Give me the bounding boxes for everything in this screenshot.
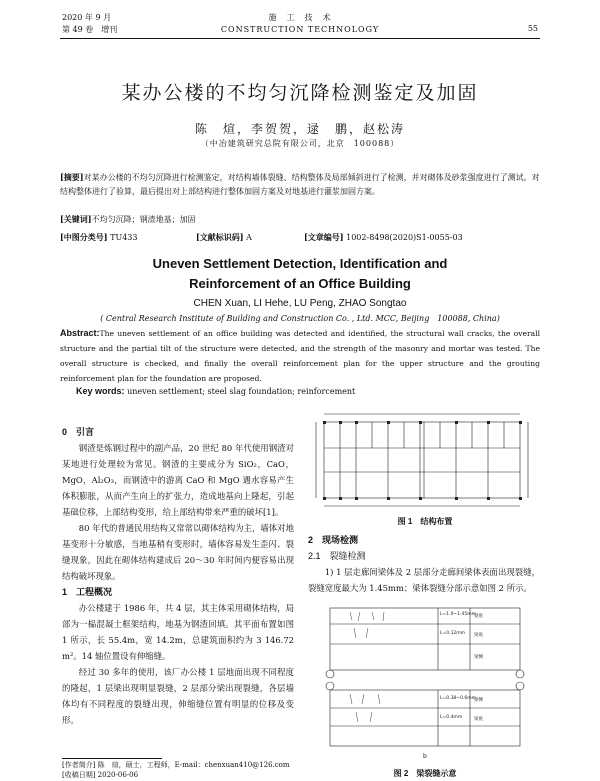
title-en-line2: Reinforcement of an Office Building	[189, 276, 411, 291]
journal-en: CONSTRUCTION TECHNOLOGY	[220, 25, 380, 34]
fig2-label-a2b: 梁底	[474, 633, 483, 638]
title-en	[0, 254, 600, 294]
fig2-label-a3: 梁侧	[474, 655, 483, 660]
section-2-title: 2 现场检测	[308, 535, 359, 545]
title-cn: 某办公楼的不均匀沉降检测鉴定及加固	[121, 82, 479, 104]
section-1-para-2: 经过 30 多年的使用，该厂办公楼 1 层地面出现不同程度的隆起，1 层梁出现明显裂缝，2 层部分梁出现裂缝，各层墙体均有不同程度的裂缝出现，伸缩缝位置有明显的位移及变形。	[62, 667, 294, 725]
fig2-label-a1: L=1.0~1.45mm	[440, 612, 476, 617]
section-1-para-1: 办公楼建于 1986 年，共 4 层，其主体采用砌体结构，局部为一榀混凝土框架结构，地基为钢渣回填。其平面布置如图 1 所示，长 55.4m，宽 14.2m，总建筑面积约为 3 146.72 m²。14 轴位置设有伸缩缝。	[62, 603, 294, 661]
figure-1-caption: 图 1 结构布置	[397, 517, 453, 526]
keywords-cn	[60, 214, 196, 225]
keywords-en-text: uneven settlement; steel slag foundation; reinforcement	[127, 387, 356, 396]
authors-en: CHEN Xuan, LI Hehe, LU Peng, ZHAO Songtao	[193, 298, 407, 309]
section-0-para-2: 80 年代的普通民用结构又常常以砌体结构为主，墙体对地基变形十分敏感，当地基稍有变形时，墙体容易发生歪闪、裂缝现象，因此在砌体结构建成后 20～30 年时间内便容易出现结构破坏现象。	[62, 523, 294, 581]
keywords-en-label: Key words:	[76, 386, 125, 396]
left-column	[62, 424, 294, 728]
affiliation-en: ( Central Research Institute of Building and Construction Co. , Ltd. MCC, Beijing 100088, China)	[100, 314, 500, 323]
title-en-line1: Uneven Settlement Detection, Identification and	[152, 256, 448, 271]
header-volume: 第 49 卷 增刊	[62, 25, 118, 34]
fig2-sub-b: b	[423, 753, 427, 760]
abstract-cn-label: [摘要]	[60, 172, 84, 182]
footnote	[62, 760, 290, 780]
footnote-author: [作者简介] 陈 煊，硕士，工程师，E-mail：chenxuan410@126.com	[62, 761, 290, 769]
classification-row	[60, 232, 540, 243]
keywords-en	[76, 386, 355, 396]
abstract-en-label: Abstract:	[60, 328, 100, 338]
fig2-label-a1b: 梁底	[474, 614, 483, 619]
figure-2-beam-crack-diagram	[320, 604, 530, 764]
fig2-label-b2: L=0.4mm	[440, 715, 463, 720]
fig2-label-b1b: 梁侧	[474, 698, 483, 703]
doc-code: [文献标识码] A	[196, 232, 252, 242]
header-center	[0, 12, 600, 36]
keywords-cn-text: 不均匀沉降；钢渣地基；加固	[91, 215, 196, 224]
footnote-date: [收稿日期] 2020-06-06	[62, 771, 139, 779]
footnote-rule	[62, 758, 162, 759]
section-1-title: 1 工程概况	[62, 587, 113, 597]
page-number: 55	[527, 24, 538, 33]
abstract-cn	[60, 170, 540, 199]
fig2-label-b1: L=0.38~0.6mm	[440, 696, 476, 701]
figure-1-structure-layout	[310, 408, 540, 512]
header-date: 2020 年 9 月	[62, 13, 112, 22]
right-column	[308, 532, 540, 596]
section-0-para-1: 钢渣是炼钢过程中的副产品，20 世纪 80 年代使用钢渣对某地进行处理较为常见。钢渣的主要成分为 SiO₂，CaO，MgO，Al₂O₃，而钢渣中的游离 CaO 和 MgO 遇水容易产生体积膨胀，从而产生向上的扩张力，造成地基向上隆起，引起基础位移，上部结构变形，给上部结构带来严重的破坏[1]。	[62, 443, 294, 517]
authors-cn: 陈 煊，李贺贺，逯 鹏，赵松涛	[194, 122, 405, 136]
affiliation-cn: （中冶建筑研究总院有限公司，北京 100088）	[200, 139, 400, 148]
section-2-1-title: 2.1 裂缝检测	[308, 551, 366, 561]
abstract-cn-text: 对某办公楼的不均匀沉降进行检测鉴定，对结构墙体裂缝、结构整体及局部倾斜进行了检测，并对砌体及砂浆强度进行了测试。对结构整体进行了验算，最后提出对上部结构进行整体加固方案及对地基进行灌浆加固方案。	[60, 173, 540, 196]
abstract-en-text: The uneven settlement of an office building was detected and identified, the structural wall cracks, the overall structure and the partial tilt of the structure were detected, and the strength of the masonry and mortar was tested. The overall structure is checked, and finally the overall reinforcement plan for the upper structure and the grouting reinforcement plan for the foundation are proposed.	[60, 329, 540, 383]
section-2-1-para-1: 1) 1 层走廊间梁体及 2 层部分走廊间梁体表面出现裂缝，裂缝宽度最大为 1.45mm；梁体裂缝分部示意如图 2 所示。	[308, 567, 540, 593]
fig2-label-b2b: 梁底	[474, 717, 483, 722]
journal-cn: 施 工 技 术	[268, 13, 332, 22]
keywords-cn-label: [关键词]	[60, 214, 92, 224]
abstract-en	[60, 326, 540, 386]
header-rule	[60, 38, 540, 39]
fig2-label-a2: L=0.12mm	[440, 631, 466, 636]
clc: [中图分类号] TU433	[60, 232, 138, 242]
figure-2-caption: 图 2 梁裂缝示意	[393, 769, 457, 778]
section-0-title: 0 引言	[62, 427, 95, 437]
article-no: [文章编号] 1002-8498(2020)S1-0055-03	[304, 232, 463, 242]
